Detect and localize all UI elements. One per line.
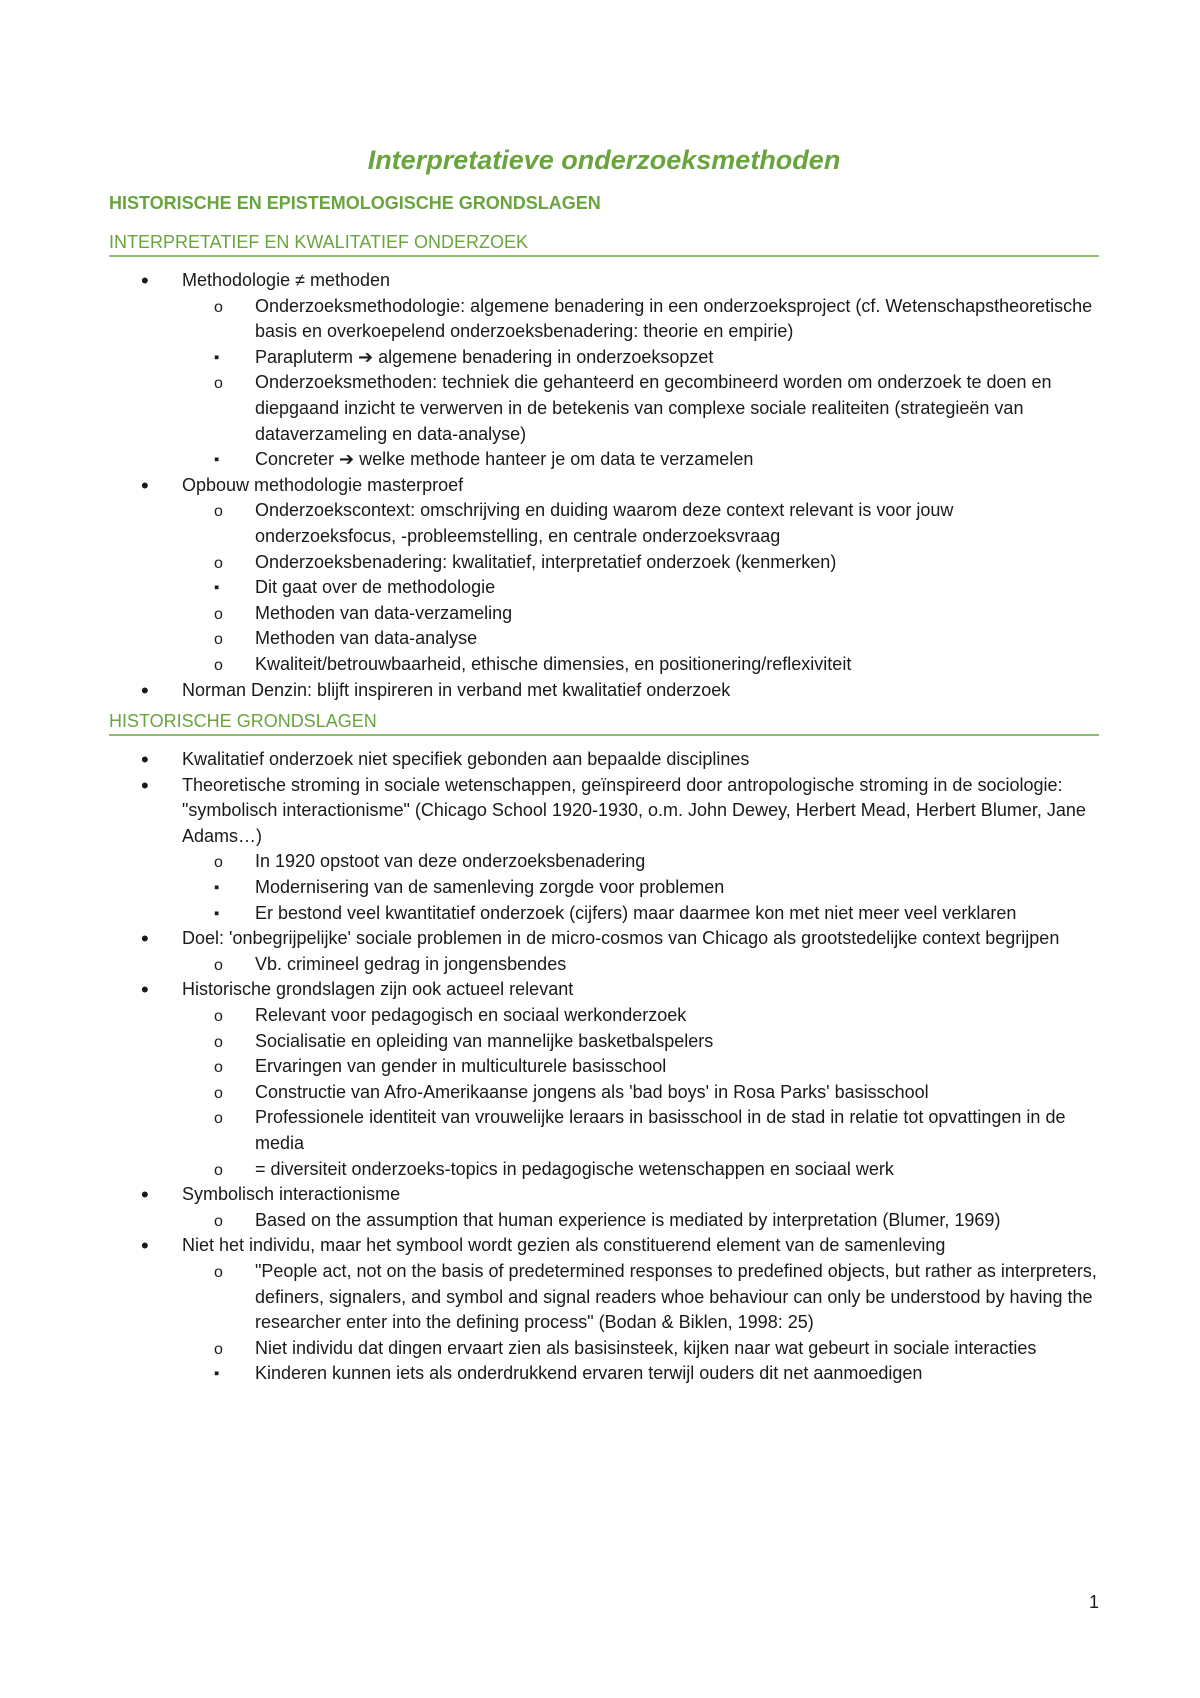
list-item: ▪ Modernisering van de samenleving zorgde voor problemen <box>182 875 1099 901</box>
list-item: • Symbolisch interactionisme o Based on the assumption that human experience is mediated by interpretation (Blumer, 1969) <box>109 1182 1099 1233</box>
list-item: • Historische grondslagen zijn ook actueel relevant o Relevant voor pedagogisch en sociaal werkonderzoek o Socialisatie en opleiding van mannelijke basketbalspelers o Ervaringen van gender in multiculturele basisschool o Constructie van Afro-Amerikaanse jongens als 'bad boys' in Rosa Parks' basisschool o Professionele identiteit van vrouwelijke leraars in basisschool in de stad in relatie tot opvattingen in de media o = diversiteit onderzoeks-topics in pedagogische wetenschappen en sociaal werk <box>109 977 1099 1182</box>
list-item: • Niet het individu, maar het symbool wordt gezien als constituerend element van de samenleving o "People act, not on the basis of predetermined responses to predefined objects, but rather as interpreters, definers, signalers, and symbol and signal readers whoe behaviour can only be understood by having the researcher enter into the defining process" (Bodan & Biklen, 1998: 25) o Niet individu dat dingen ervaart zien als basisinsteek, kijken naar wat gebeurt in sociale interacties ▪ Kinderen kunnen iets als onderdrukkend ervaren terwijl ouders dit net aanmoedigen <box>109 1233 1099 1387</box>
list-item: ▪ Parapluterm ➔ algemene benadering in onderzoeksopzet <box>182 345 1099 371</box>
list-item: o Based on the assumption that human experience is mediated by interpretation (Blumer, 1969) <box>182 1208 1099 1234</box>
list-item: o Constructie van Afro-Amerikaanse jongens als 'bad boys' in Rosa Parks' basisschool <box>182 1080 1099 1106</box>
list-item: o Socialisatie en opleiding van mannelijke basketbalspelers <box>182 1029 1099 1055</box>
bullet-list-section2 <box>109 747 1099 1387</box>
list-item: o Vb. crimineel gedrag in jongensbendes <box>182 952 1099 978</box>
page-number: 1 <box>1088 1592 1099 1612</box>
list-item: o Onderzoeksmethoden: techniek die gehanteerd en gecombineerd worden om onderzoek te doen en diepgaand inzicht te verwerven in de betekenis van complexe sociale realiteiten (strategieën van dataverzameling en data-analyse) ▪ Concreter ➔ welke methode hanteer je om data te verzamelen <box>182 370 1099 472</box>
list-item: • Opbouw methodologie masterproef o Onderzoekscontext: omschrijving en duiding waarom deze context relevant is voor jouw onderzoeksfocus, -probleemstelling, en centrale onderzoeksvraag o Onderzoeksbenadering: kwalitatief, interpretatief onderzoek (kenmerken) ▪ Dit gaat over de methodologie o Methoden van data-verzameling o Methoden van data-analyse o Kwaliteit/betrouwbaarheid, ethische dimensies, en positionering/reflexiviteit <box>109 473 1099 678</box>
list-item: • Theoretische stroming in sociale wetenschappen, geïnspireerd door antropologische stroming in de sociologie: "symbolisch interactionisme" (Chicago School 1920-1930, o.m. John Dewey, Herbert Mead, Herbert Blumer, Jane Adams…) o In 1920 opstoot van deze onderzoeksbenadering ▪ Modernisering van de samenleving zorgde voor problemen ▪ Er bestond veel kwantitatief onderzoek (cijfers) maar daarmee kon met niet meer veel verklaren <box>109 773 1099 927</box>
list-item: o Professionele identiteit van vrouwelijke leraars in basisschool in de stad in relatie tot opvattingen in de media <box>182 1105 1099 1156</box>
list-item: • Methodologie ≠ methoden o Onderzoeksmethodologie: algemene benadering in een onderzoeksproject (cf. Wetenschapstheoretische basis en overkoepelend onderzoeksbenadering: theorie en empirie) ▪ Parapluterm ➔ algemene benadering in onderzoeksopzet o Onderzoeksmethoden: techniek die gehanteerd en gecombineerd worden om onderzoek te doen en diepgaand inzicht te verwerven in de betekenis van complexe sociale realiteiten (strategieën van dataverzameling en data-analyse) ▪ Concreter ➔ welke methode hanteer je om data te verzamelen <box>109 268 1099 473</box>
list-item: o Relevant voor pedagogisch en sociaal werkonderzoek <box>182 1003 1099 1029</box>
document-title: Interpretatieve onderzoeksmethoden <box>367 145 841 175</box>
list-item: ▪ Er bestond veel kwantitatief onderzoek (cijfers) maar daarmee kon met niet meer veel verklaren <box>182 901 1099 927</box>
section-heading-interpretatief: INTERPRETATIEF EN KWALITATIEF ONDERZOEK <box>109 231 1099 257</box>
list-item: o In 1920 opstoot van deze onderzoeksbenadering ▪ Modernisering van de samenleving zorgde voor problemen ▪ Er bestond veel kwantitatief onderzoek (cijfers) maar daarmee kon met niet meer veel verklaren <box>182 849 1099 926</box>
list-item: • Doel: 'onbegrijpelijke' sociale problemen in de micro-cosmos van Chicago als grootstedelijke context begrijpen o Vb. crimineel gedrag in jongensbendes <box>109 926 1099 977</box>
list-item: o Onderzoekscontext: omschrijving en duiding waarom deze context relevant is voor jouw onderzoeksfocus, -probleemstelling, en centrale onderzoeksvraag <box>182 498 1099 549</box>
list-item: ▪ Kinderen kunnen iets als onderdrukkend ervaren terwijl ouders dit net aanmoedigen <box>182 1361 1099 1387</box>
list-item: o "People act, not on the basis of predetermined responses to predefined objects, but rather as interpreters, definers, signalers, and symbol and signal readers whoe behaviour can only be understood by having the researcher enter into the defining process" (Bodan & Biklen, 1998: 25) <box>182 1259 1099 1336</box>
main-heading: HISTORISCHE EN EPISTEMOLOGISCHE GRONDSLAGEN <box>109 193 601 213</box>
list-item: ▪ Dit gaat over de methodologie <box>182 575 1099 601</box>
list-item: o = diversiteit onderzoeks-topics in pedagogische wetenschappen en sociaal werk <box>182 1157 1099 1183</box>
list-item: ▪ Concreter ➔ welke methode hanteer je om data te verzamelen <box>182 447 1099 473</box>
list-item: o Ervaringen van gender in multiculturele basisschool <box>182 1054 1099 1080</box>
list-item: o Onderzoeksbenadering: kwalitatief, interpretatief onderzoek (kenmerken) ▪ Dit gaat over de methodologie <box>182 550 1099 601</box>
bullet-list-section1 <box>109 268 1099 703</box>
list-item: o Methoden van data-analyse <box>182 626 1099 652</box>
list-item: o Kwaliteit/betrouwbaarheid, ethische dimensies, en positionering/reflexiviteit <box>182 652 1099 678</box>
list-item: o Onderzoeksmethodologie: algemene benadering in een onderzoeksproject (cf. Wetenschapstheoretische basis en overkoepelend onderzoeksbenadering: theorie en empirie) ▪ Parapluterm ➔ algemene benadering in onderzoeksopzet <box>182 294 1099 371</box>
list-item: o Methoden van data-verzameling <box>182 601 1099 627</box>
list-item: o Niet individu dat dingen ervaart zien als basisinsteek, kijken naar wat gebeurt in sociale interacties ▪ Kinderen kunnen iets als onderdrukkend ervaren terwijl ouders dit net aanmoedigen <box>182 1336 1099 1387</box>
list-item: • Kwalitatief onderzoek niet specifiek gebonden aan bepaalde disciplines <box>109 747 1099 773</box>
page-content <box>109 143 1099 1387</box>
section-heading-historische: HISTORISCHE GRONDSLAGEN <box>109 710 1099 736</box>
list-item: • Norman Denzin: blijft inspireren in verband met kwalitatief onderzoek <box>109 678 1099 704</box>
